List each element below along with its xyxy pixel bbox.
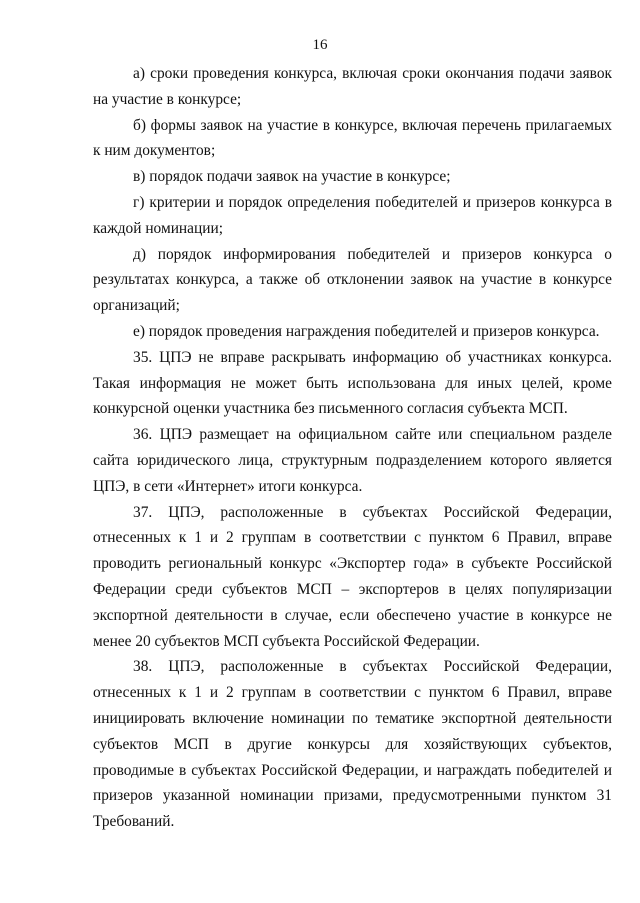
document-body [93,61,612,835]
paragraph-35: 35. ЦПЭ не вправе раскрывать информацию об участниках конкурса. Такая информация не может быть использована для иных целей, кроме конкурсной оценки участника без письменного согласия субъекта МСП. [93,348,612,418]
page-number: 16 [312,37,328,53]
paragraph-item-v: в) порядок подачи заявок на участие в конкурсе; [133,168,451,186]
paragraph-37: 37. ЦПЭ, расположенные в субъектах Российской Федерации, отнесенных к 1 и 2 группам в соответствии с пунктом 6 Правил, вправе проводить региональный конкурс «Экспортер года» в субъекте Российской Федерации среди субъектов МСП – экспортеров в целях популяризации экспортной деятельности в случае, если обеспечено участие в конкурсе не менее 20 субъектов МСП субъекта Российской Федерации. [93,503,612,650]
paragraph-item-b: б) формы заявок на участие в конкурсе, включая перечень прилагаемых к ним документов; [93,116,612,160]
paragraph-item-e: е) порядок проведения награждения победителей и призеров конкурса. [133,322,600,340]
paragraph-36: 36. ЦПЭ размещает на официальном сайте или специальном разделе сайта юридического лица, структурным подразделением которого является ЦПЭ, в сети «Интернет» итоги конкурса. [93,426,612,495]
paragraph-item-g: г) критерии и порядок определения победителей и призеров конкурса в каждой номинации; [93,193,612,237]
paragraph-38: 38. ЦПЭ, расположенные в субъектах Российской Федерации, отнесенных к 1 и 2 группам в соответствии с пунктом 6 Правил, вправе инициировать включение номинации по тематике экспортной деятельности субъектов МСП в другие конкурсы для хозяйствующих субъектов, проводимые в субъектах Российской Федерации, и награждать победителей и призеров указанной номинации призами, предусмотренными пунктом 31 Требований. [93,658,612,831]
paragraph-item-a: а) сроки проведения конкурса, включая сроки окончания подачи заявок на участие в конкурсе; [93,65,612,108]
paragraph-item-d: д) порядок информирования победителей и призеров конкурса о результатах конкурса, а также об отклонении заявок на участие в конкурсе организаций; [93,245,612,315]
